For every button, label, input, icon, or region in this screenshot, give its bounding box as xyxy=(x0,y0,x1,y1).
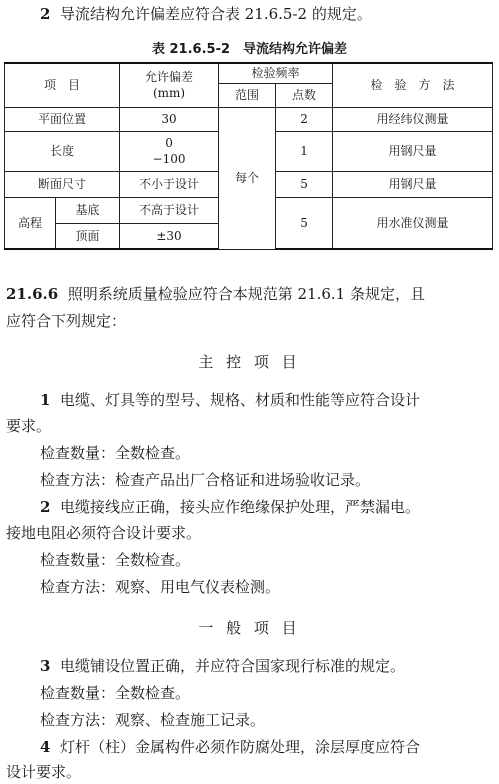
item1-line-2: 要求。 xyxy=(6,417,52,435)
header-tolerance xyxy=(120,63,219,107)
tolerance-upper: 0 xyxy=(165,136,173,150)
row-points: 5 xyxy=(276,197,333,249)
section-number: 21.6.6 xyxy=(6,285,59,303)
tolerance-table xyxy=(4,62,493,250)
item1-quantity: 检查数量：全数检查。 xyxy=(40,444,191,462)
row-points: 1 xyxy=(276,131,333,171)
header-points: 点数 xyxy=(276,83,333,107)
row-method: 用水准仪测量 xyxy=(333,197,493,249)
row-item: 断面尺寸 xyxy=(5,171,120,197)
table-row xyxy=(5,107,493,131)
item3-number: 3 xyxy=(40,657,51,675)
heading-main-items: 主 控 项 目 xyxy=(198,353,301,371)
item3-quantity: 检查数量：全数检查。 xyxy=(40,684,191,702)
intro-number: 2 xyxy=(40,5,51,23)
row-points: 2 xyxy=(276,107,333,131)
intro-paragraph xyxy=(40,4,372,24)
intro-text: 导流结构允许偏差应符合表 21.6.5-2 的规定。 xyxy=(59,5,372,23)
section-line-1: 21.6.6 照明系统质量检验应符合本规范第 21.6.1 条规定，且 xyxy=(6,285,425,303)
row-method: 用钢尺量 xyxy=(333,131,493,171)
item4-number: 4 xyxy=(40,738,51,756)
row-method: 用钢尺量 xyxy=(333,171,493,197)
heading-general-items: 一 般 项 目 xyxy=(198,619,301,637)
header-range: 范围 xyxy=(219,83,276,107)
item3-method: 检查方法：观察、检查施工记录。 xyxy=(40,711,266,729)
item4-line-1: 4 灯杆（柱）金属构件必须作防腐处理，涂层厚度应符合 xyxy=(40,738,420,756)
item2-quantity: 检查数量：全数检查。 xyxy=(40,551,191,569)
item2-line-2: 接地电阻必须符合设计要求。 xyxy=(6,524,202,542)
header-frequency: 检验频率 xyxy=(219,63,333,83)
section-line-2: 应符合下列规定： xyxy=(6,312,127,330)
item1-method: 检查方法：检查产品出厂合格证和进场验收记录。 xyxy=(40,471,371,489)
item3-line-1: 3 电缆铺设位置正确，并应符合国家现行标准的规定。 xyxy=(40,657,405,675)
item2-method: 检查方法：观察、用电气仪表检测。 xyxy=(40,578,281,596)
header-method: 检 验 方 法 xyxy=(333,63,493,107)
range-cell: 每个 xyxy=(219,107,276,249)
row-tolerance: 30 xyxy=(120,107,219,131)
header-tolerance-unit: (mm) xyxy=(152,86,186,101)
item2-line-1: 2 电缆接线应正确，接头应作绝缘保护处理，严禁漏电。 xyxy=(40,498,420,516)
row-tolerance: 不高于设计 xyxy=(120,197,219,223)
table-caption: 表 21.6.5-2 导流结构允许偏差 xyxy=(151,42,348,57)
item2-number: 2 xyxy=(40,498,51,516)
row-subitem: 基底 xyxy=(56,197,120,223)
row-item: 长度 xyxy=(5,131,120,171)
item4-line-2: 设计要求。 xyxy=(6,763,82,781)
row-item: 平面位置 xyxy=(5,107,120,131)
row-tolerance: 不小于设计 xyxy=(120,171,219,197)
item1-number: 1 xyxy=(40,391,51,409)
header-tolerance-label: 允许偏差 xyxy=(145,70,194,85)
row-subitem: 顶面 xyxy=(56,223,120,249)
header-item: 项 目 xyxy=(5,63,120,107)
row-method: 用经纬仪测量 xyxy=(333,107,493,131)
row-points: 5 xyxy=(276,171,333,197)
row-tolerance xyxy=(120,131,219,171)
row-tolerance: ±30 xyxy=(120,223,219,249)
item1-line-1: 1 电缆、灯具等的型号、规格、材质和性能等应符合设计 xyxy=(40,391,420,409)
row-item: 高程 xyxy=(5,197,56,249)
tolerance-lower: −100 xyxy=(152,152,186,166)
